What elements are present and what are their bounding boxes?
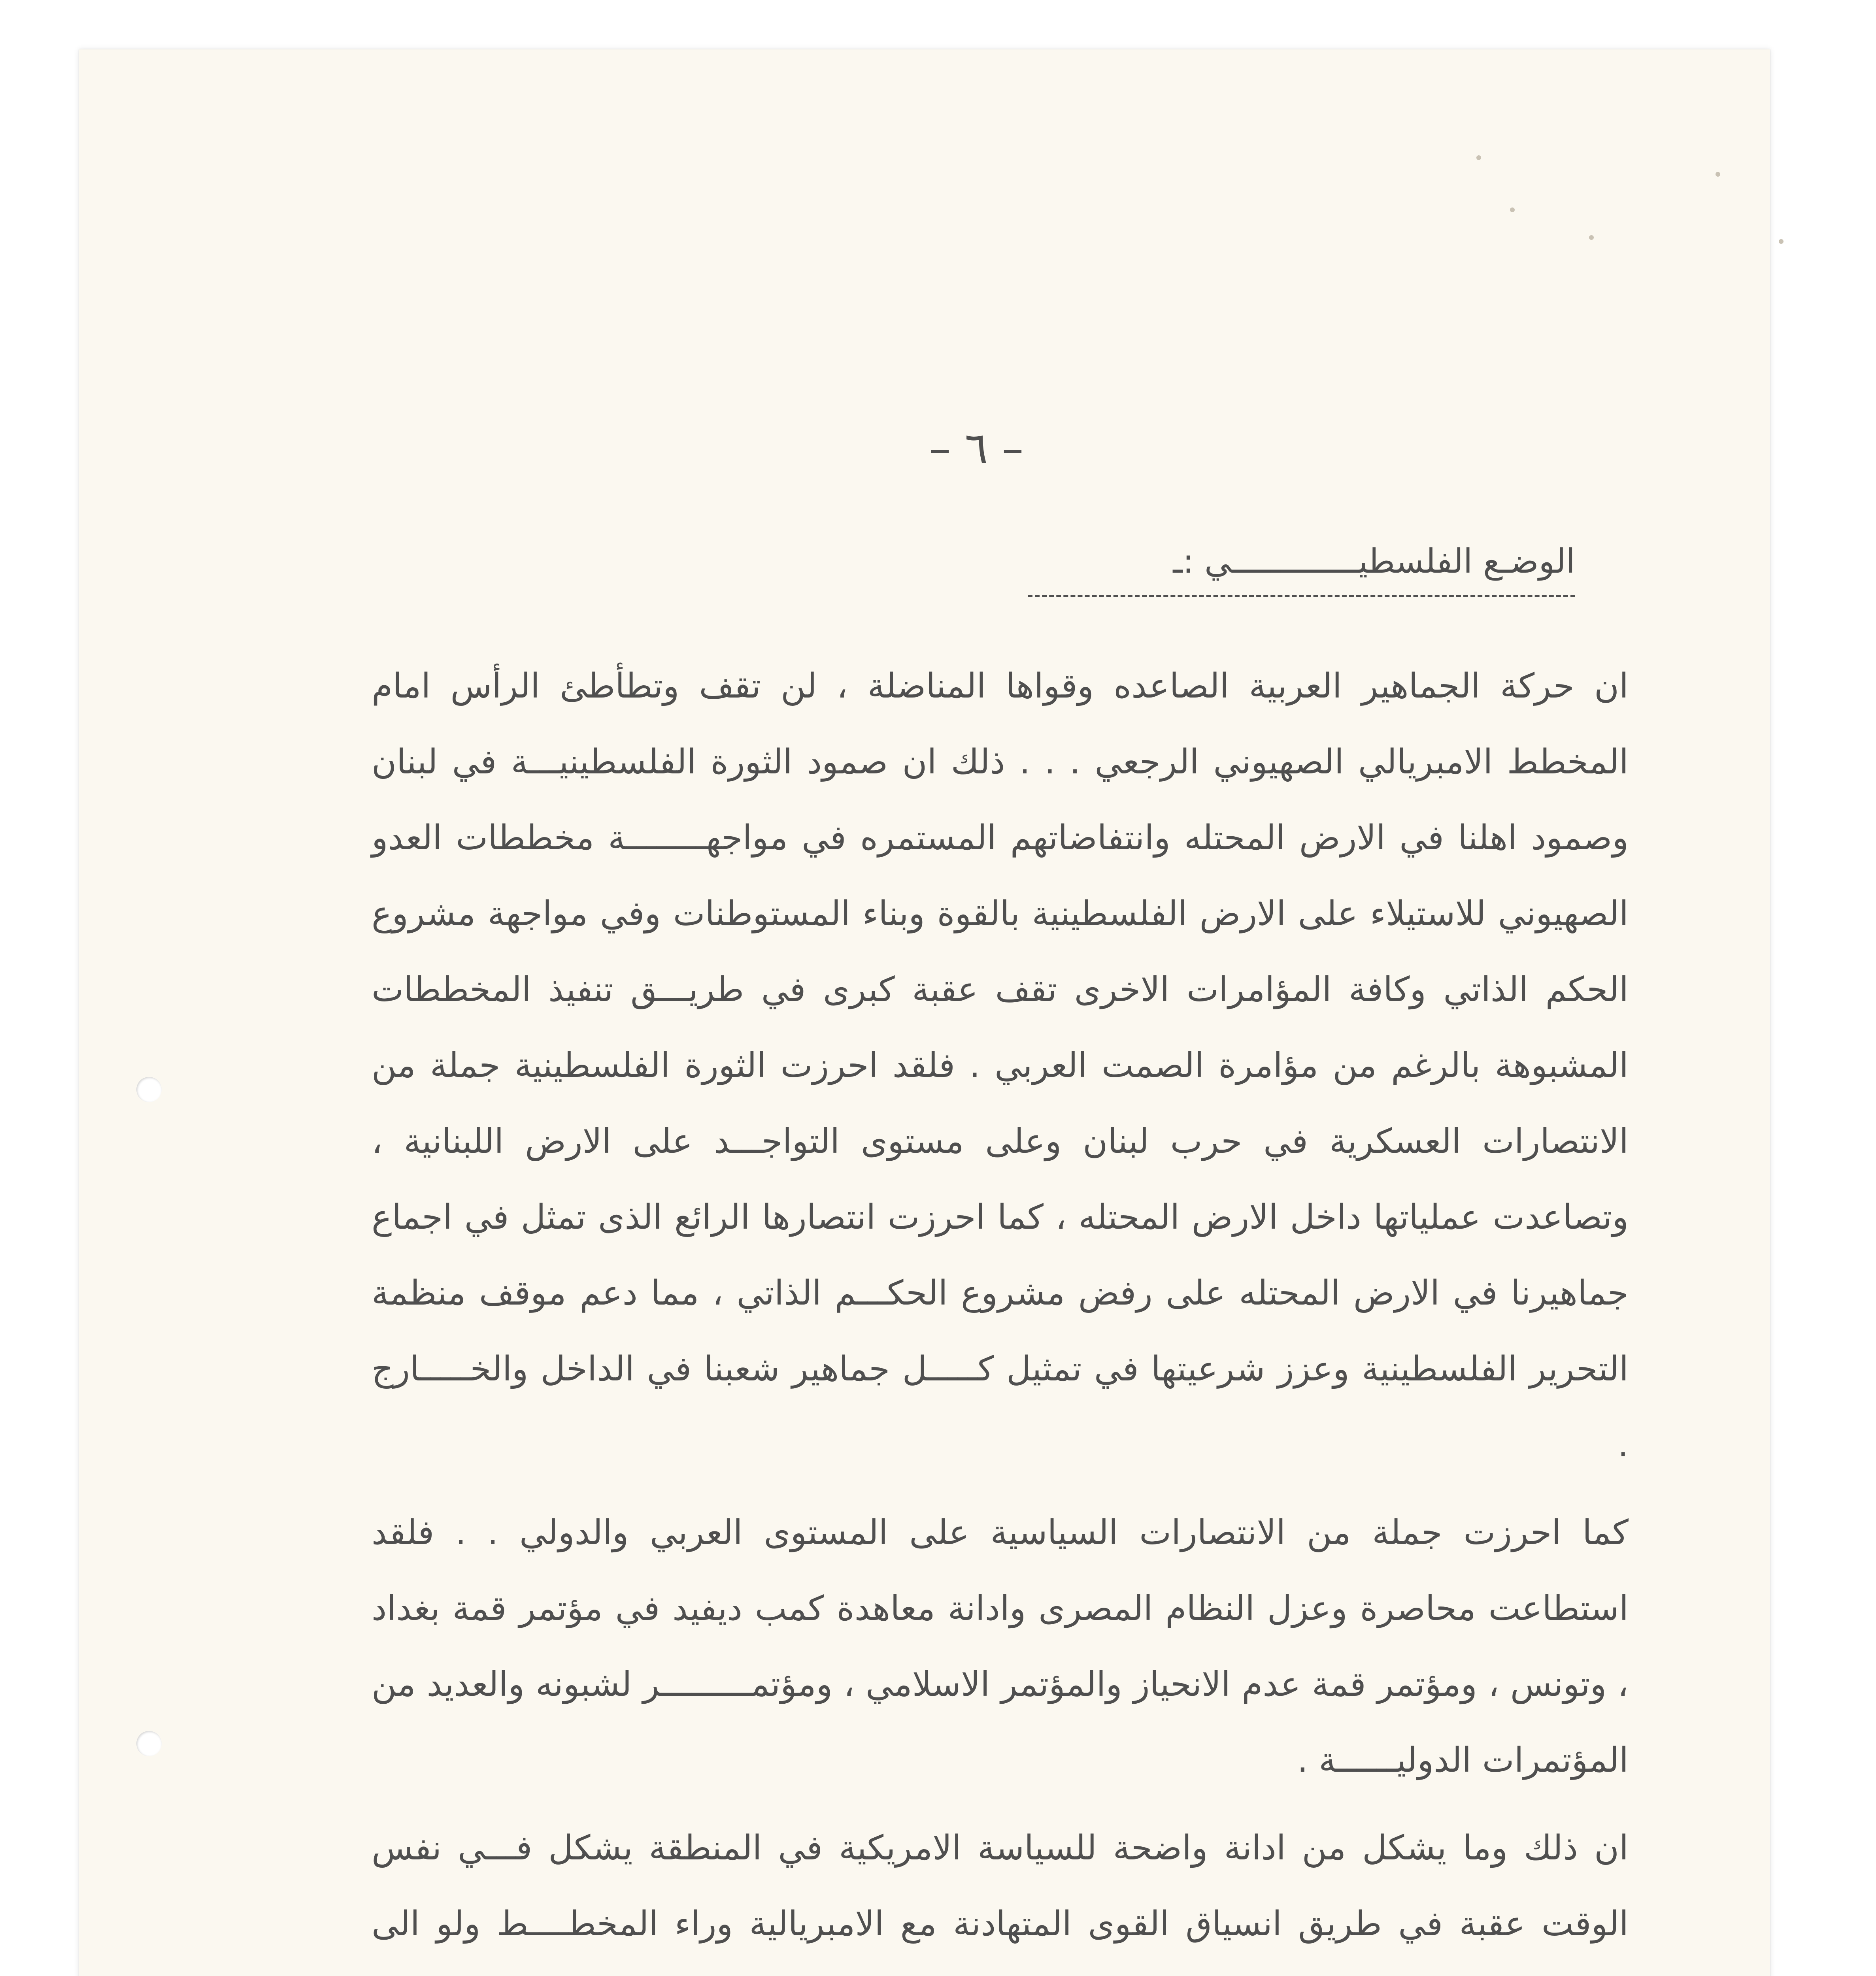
paragraph: ان ذلك وما يشكل من ادانة واضحة للسياسة الامريكية في المنطقة يشكل فـــي نفس الوقت عقبة في طريق انسياق القوى المتهادنة مع الامبريالية وراء المخطــــط ولو الى [372, 1828, 1629, 1944]
punch-hole [136, 1731, 162, 1756]
page-speck [1589, 235, 1594, 240]
punch-hole [136, 1077, 162, 1102]
page-speck [1779, 239, 1784, 244]
paragraph: كما احرزت جملة من الانتصارات السياسية على المستوى العربي والدولي . . فلقد استطاعت محاصرة وعزل النظام المصرى وادانة معاهدة كمب ديفيد في مؤتمر قمة بغداد ، وتونس ، ومؤتمر قمة عدم الانحياز والمؤتمر الاسلامي ، ومؤتمـــــــــر لشبونه والعديد من المؤتمرات الدوليــــــة . [372, 1513, 1629, 1780]
page-speck [1476, 155, 1481, 160]
page-speck [1716, 172, 1720, 177]
document-page [79, 49, 1770, 1976]
document-body [372, 648, 1629, 1976]
heading-underline [1028, 595, 1575, 597]
section-heading: الوضـع الفلسطيـــــــــــــي :ـ [1173, 542, 1575, 581]
paragraph: ان حركة الجماهير العربية الصاعده وقواها المناضلة ، لن تقف وتطأطئ الرأس امام المخطط الامبريالي الصهيوني الرجعي . . . ذلك ان صمود الثورة الفلسطينيـــة في لبنان وصمود اهلنا في الارض المحتله وانتفاضاتهم المستمره في مواجهــــــــة مخططات العدو الصهيوني للاستيلاء على الارض الفلسطينية بالقوة وبناء المستوطنات وفي مواجهة مشروع الحكم الذاتي وكافة المؤامرات الاخرى تقف عقبة كبرى في طريـــق تنفيذ المخططات المشبوهة بالرغم من مؤامرة الصمت العربي . فلقد احرزت الثورة الفلسطينية جملة من الانتصارات العسكرية في حرب لبنان وعلى مستوى التواجـــد على الارض اللبنانية ، وتصاعدت عملياتها داخل الارض المحتله ، كما احرزت انتصارها الرائع الذى تمثل في اجماع جماهيرنا في الارض المحتله على رفض مشروع الحكـــم الذاتي ، مما دعم موقف منظمة التحرير الفلسطينية وعزز شرعيتها في تمثيل كـــــل جماهير شعبنا في الداخل والخـــــارج . [372, 666, 1629, 1465]
page-number: – ٦ – [929, 423, 1024, 473]
section-heading-block [1028, 535, 1575, 597]
page-speck [1510, 207, 1515, 212]
